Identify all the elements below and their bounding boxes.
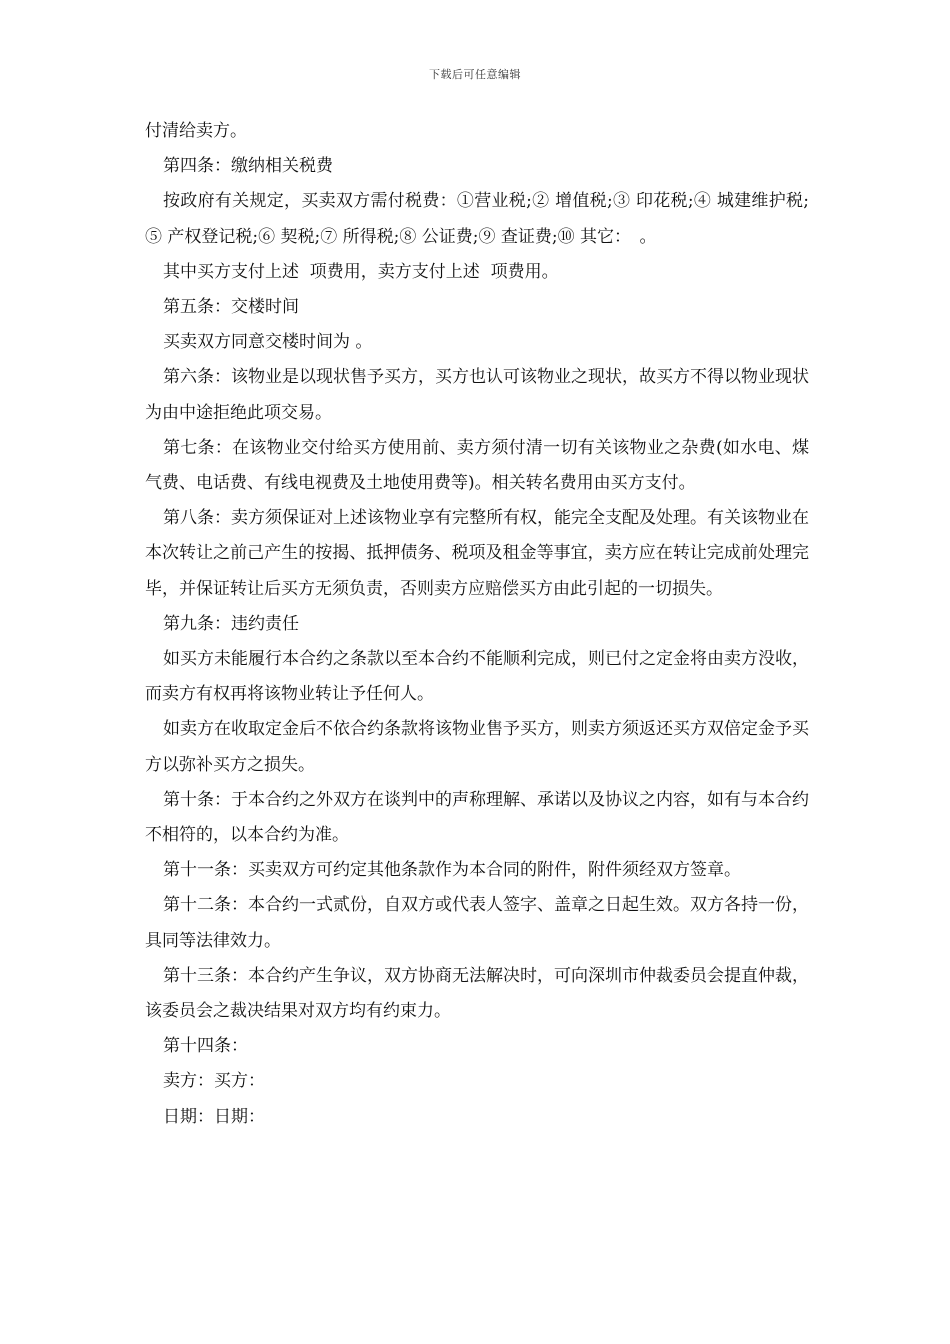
- paragraph: 按政府有关规定，买卖双方需付税费：①营业税;② 增值税;③ 印花税;④ 城建维护税;⑤ 产权登记税;⑥ 契税;⑦ 所得税;⑧ 公证费;⑨ 查证费;⑩ 其它： 。: [145, 191, 809, 247]
- paragraph: 如卖方在收取定金后不依合约条款将该物业售予买方，则卖方须返还买方双倍定金予买方以弥补买方之损失。: [145, 719, 809, 775]
- paragraph: 第七条：在该物业交付给买方使用前、卖方须付清一切有关该物业之杂费(如水电、煤气费、电话费、有线电视费及土地使用费等)。相关转名费用由买方支付。: [145, 437, 809, 494]
- document-body: [145, 114, 809, 1135]
- page-header: 下载后可任意编辑: [429, 68, 521, 81]
- paragraph: 第六条：该物业是以现状售予买方，买方也认可该物业之现状，故买方不得以物业现状为由中途拒绝此项交易。: [145, 367, 809, 423]
- section-heading: 第九条：违约责任: [163, 613, 299, 634]
- paragraph: 如买方未能履行本合约之条款以至本合约不能顺利完成，则已付之定金将由卖方没收，而卖方有权再将该物业转让予任何人。: [145, 649, 809, 705]
- paragraph: 第十条：于本合约之外双方在谈判中的声称理解、承诺以及协议之内容，如有与本合约不相符的，以本合约为准。: [145, 789, 809, 846]
- section-heading: 第五条：交楼时间: [163, 297, 299, 318]
- date-line: 日期：日期：: [163, 1106, 265, 1127]
- signature-line: 卖方：买方：: [163, 1071, 265, 1092]
- paragraph: 第十三条：本合约产生争议，双方协商无法解决时，可向深圳市仲裁委员会提直仲裁，该委员会之裁决结果对双方均有约束力。: [145, 965, 809, 1022]
- paragraph: 其中买方支付上述 项费用，卖方支付上述 项费用。: [163, 261, 559, 282]
- paragraph: 买卖双方同意交楼时间为 。: [163, 332, 373, 353]
- paragraph: 付清给卖方。: [145, 121, 247, 141]
- section-heading: 第四条：缴纳相关税费: [163, 156, 333, 177]
- paragraph: 第八条：卖方须保证对上述该物业享有完整所有权，能完全支配及处理。有关该物业在本次转让之前己产生的按揭、抵押债务、税项及租金等事宜，卖方应在转让完成前处理完毕，并保证转让后买方无须负责，否则卖方应赔偿买方由此引起的一切损失。: [145, 508, 809, 599]
- paragraph: 第十一条：买卖双方可约定其他条款作为本合同的附件，附件须经双方签章。: [163, 860, 741, 881]
- paragraph: 第十二条：本合约一式贰份，自双方或代表人签字、盖章之日起生效。双方各持一份，具同等法律效力。: [145, 895, 809, 951]
- section-heading: 第十四条：: [163, 1036, 248, 1057]
